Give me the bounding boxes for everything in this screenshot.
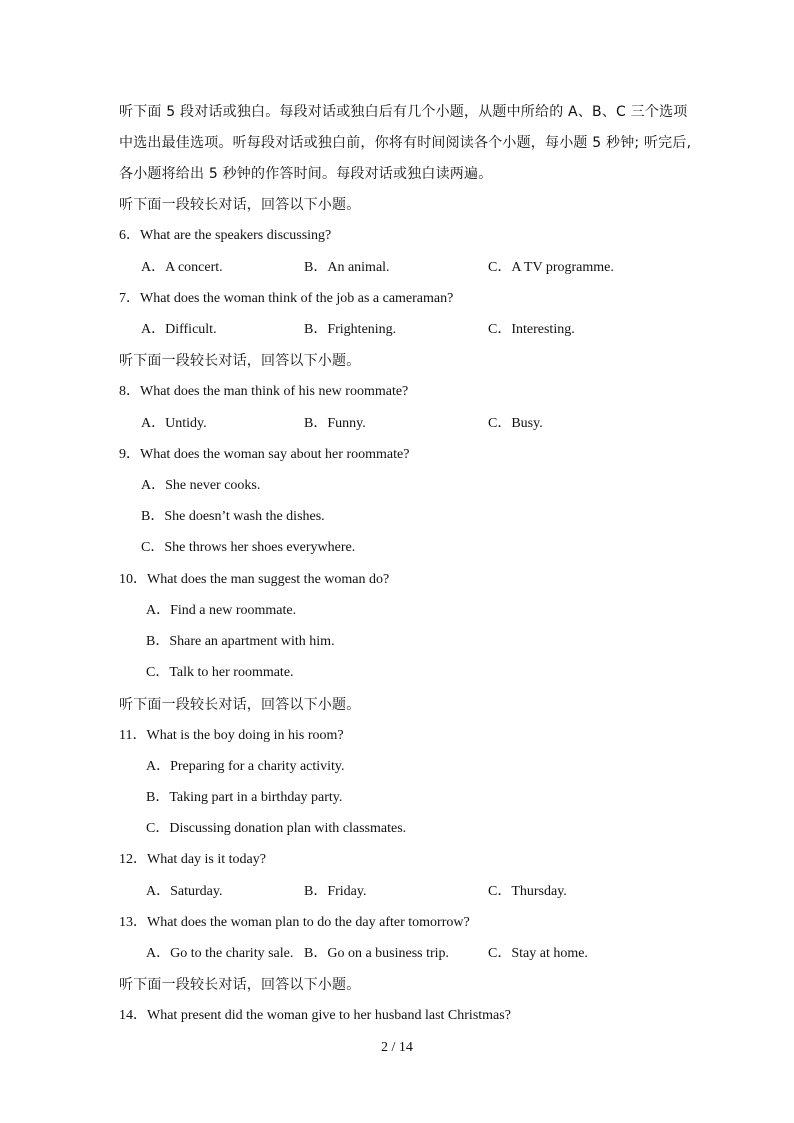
question-11: 11．What is the boy doing in his room? bbox=[119, 728, 344, 743]
section-prompt: 听下面一段较长对话，回答以下小题。 bbox=[119, 353, 361, 369]
q9-option-b: B．She doesn’t wash the dishes. bbox=[141, 509, 325, 524]
q12-option-c: C．Thursday. bbox=[488, 884, 567, 899]
q6-option-c: C．A TV programme. bbox=[488, 260, 614, 275]
q10-option-a: A．Find a new roommate. bbox=[146, 603, 297, 618]
q13-option-a: A．Go to the charity sale. bbox=[146, 946, 294, 961]
instructions-line-2: 中选出最佳选项。听每段对话或独白前，你将有时间阅读各个小题，每小题 5 秒钟; 听完后, bbox=[119, 135, 692, 151]
question-8: 8．What does the man think of his new roommate? bbox=[119, 384, 409, 399]
q12-option-a: A．Saturday. bbox=[146, 884, 223, 899]
question-13: 13．What does the woman plan to do the day after tomorrow? bbox=[119, 915, 470, 930]
q11-option-c: C．Discussing donation plan with classmates. bbox=[146, 821, 407, 836]
question-10: 10．What does the man suggest the woman do? bbox=[119, 572, 390, 587]
q11-option-a: A．Preparing for a charity activity. bbox=[146, 759, 345, 774]
question-6: 6．What are the speakers discussing? bbox=[119, 228, 332, 243]
q12-option-b: B．Friday. bbox=[304, 884, 367, 899]
question-7: 7．What does the woman think of the job as a cameraman? bbox=[119, 291, 454, 306]
q6-option-a: A．A concert. bbox=[141, 260, 223, 275]
q8-option-c: C．Busy. bbox=[488, 416, 543, 431]
q9-option-c: C．She throws her shoes everywhere. bbox=[141, 540, 356, 555]
q6-option-b: B．An animal. bbox=[304, 260, 390, 275]
section-prompt: 听下面一段较长对话，回答以下小题。 bbox=[119, 977, 361, 993]
q7-option-a: A．Difficult. bbox=[141, 322, 217, 337]
q8-option-a: A．Untidy. bbox=[141, 416, 207, 431]
instructions-line-1: 听下面 5 段对话或独白。每段对话或独白后有几个小题，从题中所给的 A、B、C 三个选项 bbox=[119, 104, 688, 120]
q10-option-b: B．Share an apartment with him. bbox=[146, 634, 335, 649]
q13-option-b: B．Go on a business trip. bbox=[304, 946, 450, 961]
q11-option-b: B．Taking part in a birthday party. bbox=[146, 790, 343, 805]
question-14: 14．What present did the woman give to her husband last Christmas? bbox=[119, 1008, 511, 1023]
page-number: 2 / 14 bbox=[381, 1040, 413, 1055]
section-prompt: 听下面一段较长对话，回答以下小题。 bbox=[119, 197, 361, 213]
q8-option-b: B．Funny. bbox=[304, 416, 366, 431]
q7-option-c: C．Interesting. bbox=[488, 322, 575, 337]
q9-option-a: A．She never cooks. bbox=[141, 478, 261, 493]
instructions-line-3: 各小题将给出 5 秒钟的作答时间。每段对话或独白读两遍。 bbox=[119, 166, 493, 182]
question-9: 9．What does the woman say about her roommate? bbox=[119, 447, 410, 462]
q7-option-b: B．Frightening. bbox=[304, 322, 397, 337]
section-prompt: 听下面一段较长对话，回答以下小题。 bbox=[119, 697, 361, 713]
q13-option-c: C．Stay at home. bbox=[488, 946, 588, 961]
question-12: 12．What day is it today? bbox=[119, 852, 266, 867]
q10-option-c: C．Talk to her roommate. bbox=[146, 665, 294, 680]
